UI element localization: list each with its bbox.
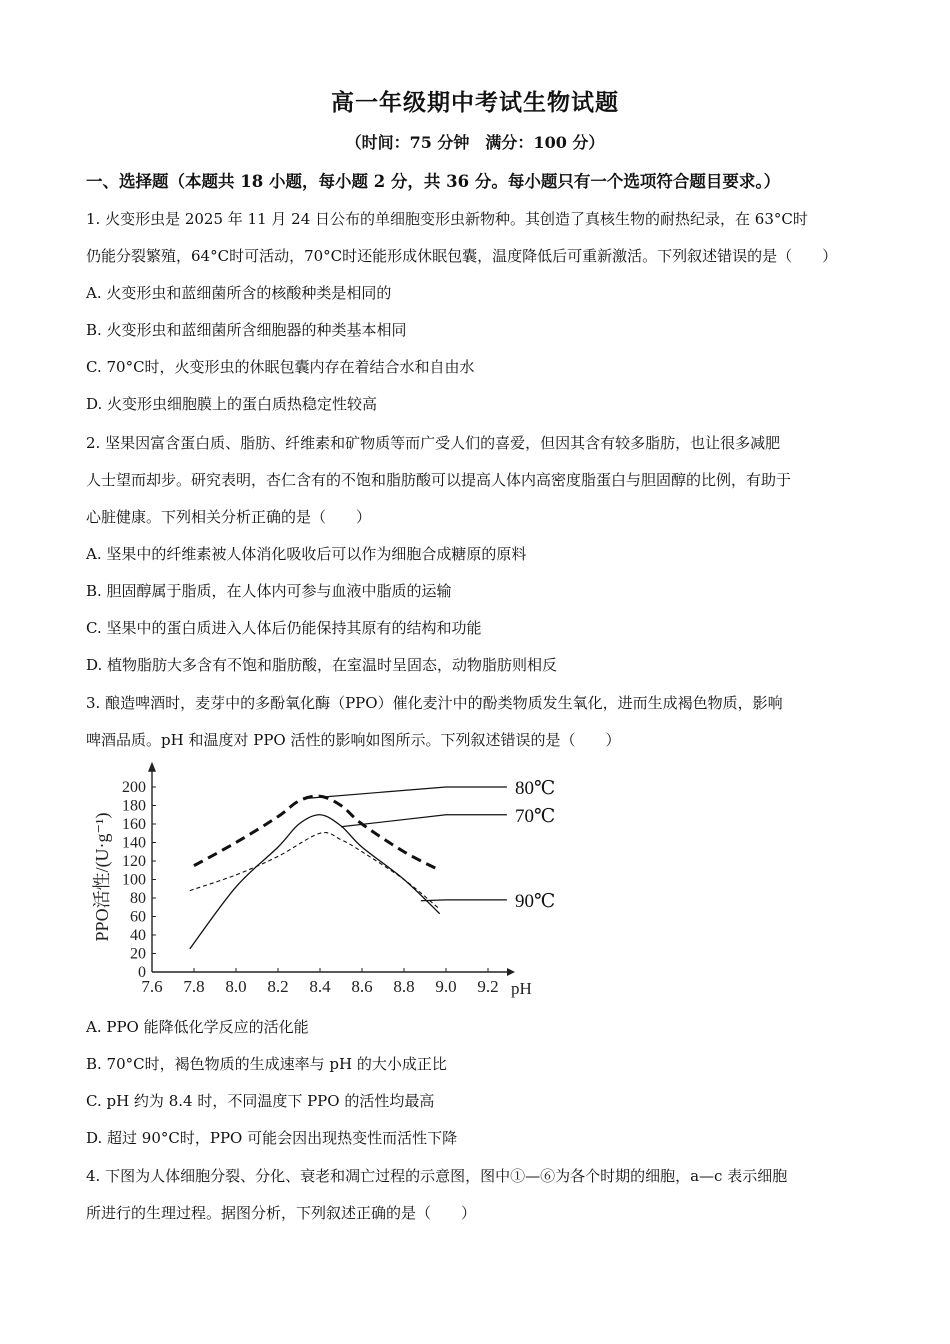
series-label-2: 90℃ (515, 890, 556, 912)
question-3-option-a: A. PPO 能降低化学反应的活化能 (86, 1018, 309, 1036)
chart-ticks (122, 779, 499, 996)
x-tick-label: 8.4 (309, 977, 331, 996)
x-tick-label: 7.8 (183, 977, 205, 996)
question-3-option-b: B. 70°C时，褐色物质的生成速率与 pH 的大小成正比 (86, 1055, 447, 1073)
chart-series (190, 787, 507, 949)
question-1-option-a: A. 火变形虫和蓝细菌所含的核酸种类是相同的 (86, 284, 392, 302)
chart-labels (92, 778, 555, 998)
x-tick-label: 8.2 (267, 977, 289, 996)
x-tick-label: 7.6 (141, 977, 163, 996)
y-tick-label: 140 (122, 834, 146, 852)
series-line-1 (190, 815, 440, 949)
question-1-line-2: 仍能分裂繁殖，64°C时可活动，70°C时还能形成休眠包囊，温度降低后可重新激活。下列叙述错误的是（ ） (86, 247, 838, 265)
x-tick-label: 9.2 (477, 977, 499, 996)
y-axis-arrow (148, 762, 156, 772)
y-tick-label: 120 (122, 853, 146, 870)
question-4-line-1: 4. 下图为人体细胞分裂、分化、衰老和凋亡过程的示意图，图中①—⑥为各个时期的细胞，a—c 表示细胞 (86, 1167, 788, 1185)
question-2-option-c: C. 坚果中的蛋白质进入人体后仍能保持其原有的结构和功能 (86, 619, 482, 637)
question-2-line-3: 心脏健康。下列相关分析正确的是（ ） (86, 508, 372, 526)
y-tick-label: 180 (122, 797, 146, 815)
question-1-option-c: C. 70°C时，火变形虫的休眠包囊内存在着结合水和自由水 (86, 358, 475, 376)
ppo-activity-chart (86, 758, 556, 1003)
y-axis-label: PPO活性/(U·g⁻¹) (92, 812, 112, 942)
leader-line-0 (310, 787, 447, 798)
chart-axes (148, 762, 515, 976)
question-3-line-1: 3. 酿造啤酒时，麦芽中的多酚氧化酶（PPO）催化麦汁中的酚类物质发生氧化，进而生成褐色物质，影响 (86, 694, 783, 712)
leader-line-2 (421, 900, 446, 901)
x-axis-arrow (507, 968, 515, 976)
question-3-option-c: C. pH 约为 8.4 时，不同温度下 PPO 的活性均最高 (86, 1092, 435, 1110)
x-tick-label: 8.6 (351, 977, 373, 996)
question-4-line-2: 所进行的生理过程。据图分析，下列叙述正确的是（ ） (86, 1204, 477, 1222)
y-tick-label: 40 (130, 927, 146, 944)
y-tick-label: 0 (138, 964, 146, 981)
question-2-option-a: A. 坚果中的纤维素被人体消化吸收后可以作为细胞合成糖原的原料 (86, 545, 527, 563)
page-title: 高一年级期中考试生物试题 (331, 89, 619, 116)
y-tick-label: 100 (122, 871, 146, 889)
question-3-line-2: 啤酒品质。pH 和温度对 PPO 活性的影响如图所示。下列叙述错误的是（ ） (86, 731, 621, 749)
y-tick-label: 200 (122, 779, 146, 796)
series-label-0: 80℃ (515, 778, 556, 799)
y-tick-label: 20 (130, 945, 146, 963)
leader-line-1 (341, 815, 446, 827)
y-tick-label: 160 (122, 816, 146, 833)
y-tick-label: 80 (130, 890, 146, 907)
question-2-line-2: 人士望而却步。研究表明，杏仁含有的不饱和脂肪酸可以提高人体内高密度脂蛋白与胆固醇的比例，有助于 (86, 471, 792, 489)
series-line-0 (194, 796, 440, 870)
series-label-1: 70℃ (515, 805, 556, 827)
question-1-line-1: 1. 火变形虫是 2025 年 11 月 24 日公布的单细胞变形虫新物种。其创造了真核生物的耐热纪录，在 63°C时 (86, 210, 808, 228)
question-2-line-1: 2. 坚果因富含蛋白质、脂肪、纤维素和矿物质等而广受人们的喜爱，但因其含有较多脂肪，也让很多减肥 (86, 434, 781, 452)
x-tick-label: 8.8 (393, 977, 415, 996)
exam-info: （时间：75 分钟 满分：100 分） (345, 133, 605, 152)
question-1-option-b: B. 火变形虫和蓝细菌所含细胞器的种类基本相同 (86, 321, 407, 339)
question-2-option-d: D. 植物脂肪大多含有不饱和脂肪酸，在室温时呈固态，动物脂肪则相反 (86, 656, 558, 674)
question-1-option-d: D. 火变形虫细胞膜上的蛋白质热稳定性较高 (86, 395, 378, 413)
x-axis-label: pH (511, 979, 532, 998)
x-tick-label: 8.0 (225, 977, 247, 996)
section-heading: 一、选择题（本题共 18 小题，每小题 2 分，共 36 分。每小题只有一个选项符合题目要求。） (86, 172, 781, 191)
x-tick-label: 9.0 (435, 977, 457, 996)
y-tick-label: 60 (130, 908, 146, 926)
question-3-option-d: D. 超过 90°C时，PPO 可能会因出现热变性而活性下降 (86, 1129, 458, 1147)
question-2-option-b: B. 胆固醇属于脂质，在人体内可参与血液中脂质的运输 (86, 582, 452, 600)
